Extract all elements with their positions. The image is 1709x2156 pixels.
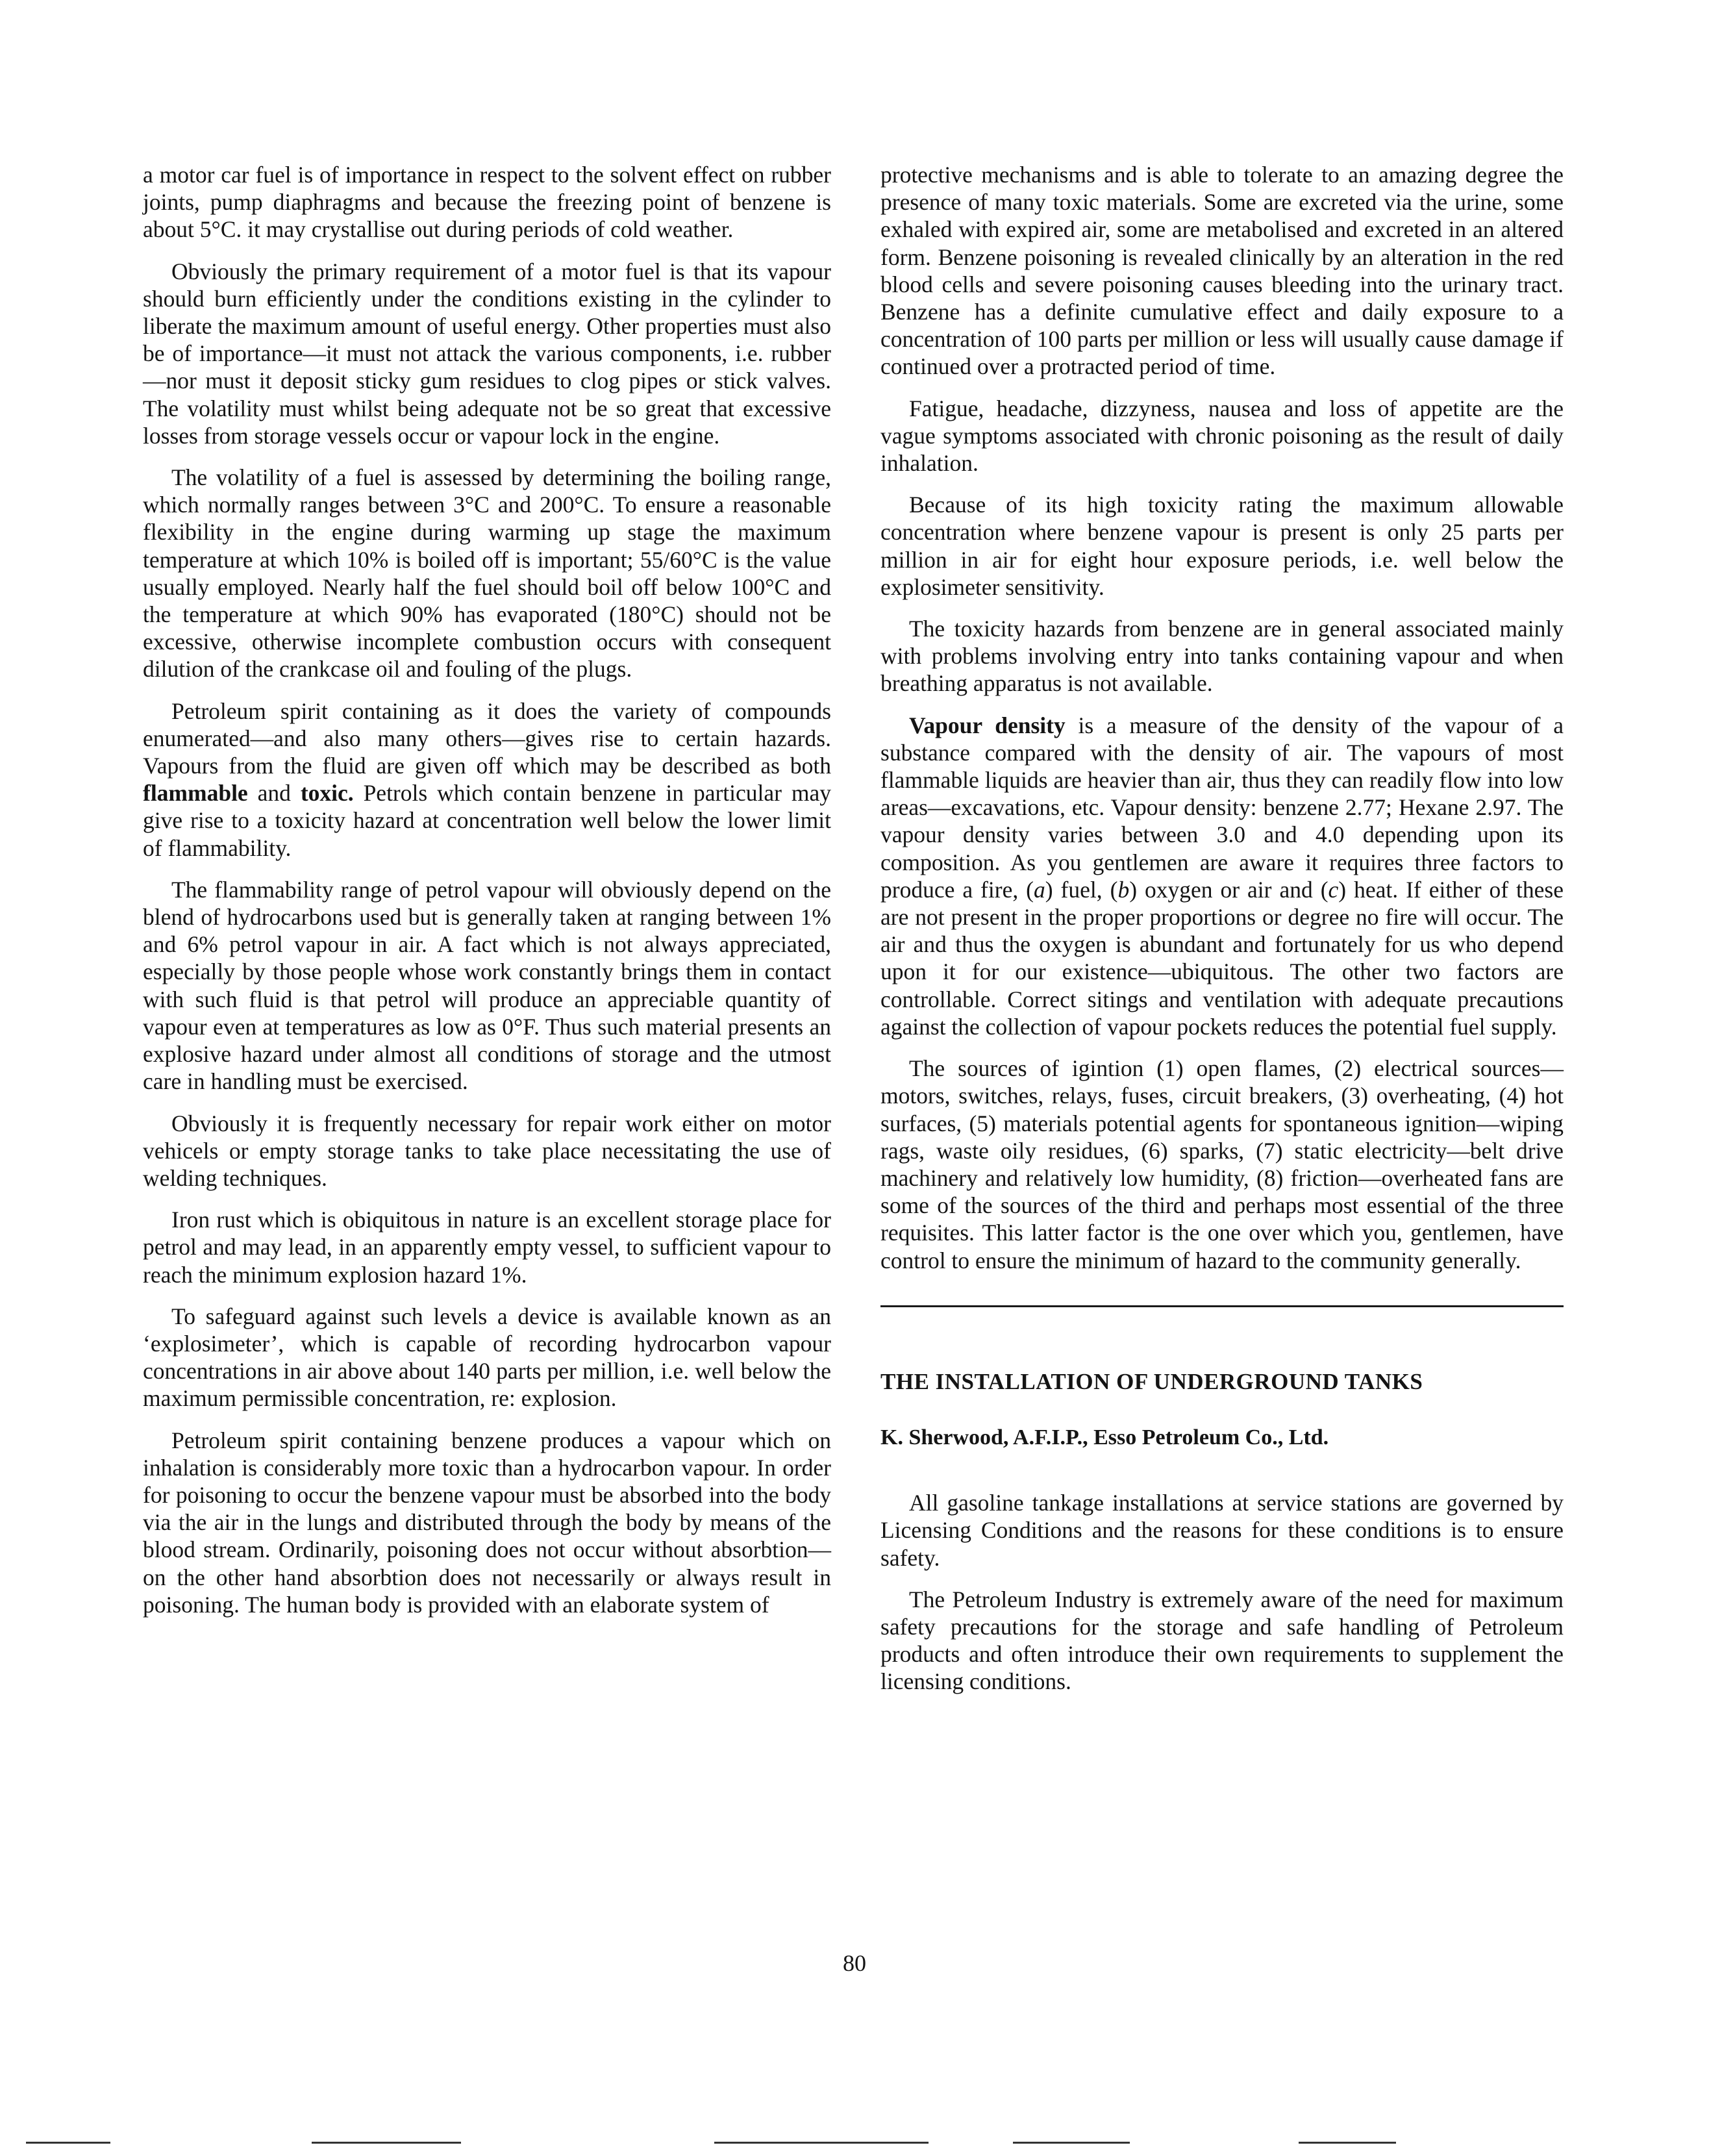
paragraph: Obviously the primary requirement of a motor fuel is that its vapour should burn efficiently under the conditions existing in the cylinder to liberate the maximum amount of useful energy. Other properties must also be of importance—it must not attack the various components, i.e. rubber—nor must it deposit sticky gum residues to clog pipes or stick valves. The volatility must whilst being adequate not be so great that excessive losses from storage vessels occur or vapour lock in the engine.	[143, 258, 831, 449]
paragraph: a motor car fuel is of importance in respect to the solvent effect on rubber joints, pump diaphragms and because the freezing point of benzene is about 5°C. it may crystallise out during periods of cold weather.	[143, 162, 831, 243]
page-number: 80	[843, 1950, 866, 1976]
paragraph: Fatigue, headache, dizzyness, nausea and loss of appetite are the vague symptoms associated with chronic poisoning as the result of daily inhalation.	[880, 395, 1564, 477]
paragraph: Because of its high toxicity rating the maximum allowable concentration where benzene vapour is present is only 25 parts per million in air for eight hour exposure periods, i.e. well below the explosimeter sensitivity.	[880, 492, 1564, 600]
paragraph	[143, 697, 831, 862]
paragraph	[880, 712, 1564, 1040]
author-byline: K. Sherwood, A.F.I.P., Esso Petroleum Co., Ltd.	[880, 1425, 1329, 1449]
paragraph: Iron rust which is obiquitous in nature is an excellent storage place for petrol and may lead, in an apparently empty vessel, to sufficient vapour to reach the minimum explosion hazard 1%.	[143, 1207, 831, 1288]
bold-term-flammable: flammable	[143, 780, 248, 807]
paragraph: The toxicity hazards from benzene are in general associated mainly with problems involving entry into tanks containing vapour and when breathing apparatus is not available.	[880, 616, 1564, 697]
text-run: ) fuel, (	[1045, 876, 1118, 903]
paragraph: Obviously it is frequently necessary for repair work either on motor vehicels or empty storage tanks to take place necessitating the use of welding techniques.	[143, 1110, 831, 1191]
text-run: Petrols which contain benzene in particular may give rise to a toxicity hazard at concentration well below the lower limit of flammability.	[143, 780, 831, 861]
paragraph: The Petroleum Industry is extremely aware of the need for maximum safety precautions for the storage and safe handling of Petroleum products and often introduce their own requirements to supplement the licensing conditions.	[880, 1586, 1564, 1695]
text-run: Petroleum spirit containing as it does the variety of compounds enumerated—and also many others—gives rise to certain hazards. Vapours from the fluid are given off which may be described as both	[143, 697, 831, 779]
section-divider	[880, 1305, 1564, 1307]
text-run: ) heat. If either of these are not present in the proper proportions or degree no fire will occur. The air and thus the oxygen is abundant and fortunately for us who depend upon it for our existence—ubiquitous. The other two factors are controllable. Correct sitings and ventilation with adequate precautions against the collection of vapour pockets reduces the potential fuel supply.	[880, 876, 1564, 1040]
text-run: and	[247, 780, 301, 807]
scan-edge-marks	[0, 2142, 1709, 2146]
paragraph: To safeguard against such levels a device is available known as an ‘explosimeter’, which is capable of recording hydrocarbon vapour concentrations in air above about 140 parts per million, i.e. well below the maximum permissible concentration, re: explosion.	[143, 1303, 831, 1412]
paragraph: The volatility of a fuel is assessed by determining the boiling range, which normally ranges between 3°C and 200°C. To ensure a reasonable flexibility in the engine during warming up stage the maximum temperature at which 10% is boiled off is important; 55/60°C is the value usually employed. Nearly half the fuel should boil off below 100°C and the temperature at which 90% has evaporated (180°C) should not be excessive, otherwise incomplete combustion occurs with consequent dilution of the crankcase oil and fouling of the plugs.	[143, 464, 831, 683]
left-column	[143, 161, 831, 1633]
italic-letter: c	[1328, 876, 1339, 903]
bold-term-vapour-density: Vapour density	[909, 712, 1066, 738]
paragraph: All gasoline tankage installations at service stations are governed by Licensing Conditions and the reasons for these conditions is to ensure safety.	[880, 1490, 1564, 1571]
paragraph: The sources of igintion (1) open flames, (2) electrical sources—motors, switches, relays, fuses, circuit breakers, (3) overheating, (4) hot surfaces, (5) materials potential agents for spontaneous ignition—wiping rags, waste oily residues, (6) sparks, (7) static electricity—belt drive machinery and relatively low humidity, (8) friction—overheated fans are some of the sources of the third and perhaps most essential of the three requisites. This latter factor is the one over which you, gentlemen, have control to ensure the minimum of hazard to the community generally.	[880, 1055, 1564, 1273]
italic-letter: a	[1034, 876, 1045, 903]
italic-letter: b	[1117, 876, 1130, 903]
bold-term-toxic: toxic.	[300, 780, 354, 807]
paragraph: protective mechanisms and is able to tolerate to an amazing degree the presence of many toxic materials. Some are excreted via the urine, some exhaled with expired air, some are metabolised and excreted in an altered form. Benzene poisoning is revealed clinically by an alteration in the red blood cells and severe poisoning causes bleeding into the urinary tract. Benzene has a definite cumulative effect and daily exposure to a concentration of 100 parts per million or less will usually cause damage if continued over a protracted period of time.	[880, 162, 1564, 380]
section-title: THE INSTALLATION OF UNDERGROUND TANKS	[880, 1368, 1423, 1394]
paragraph: The flammability range of petrol vapour will obviously depend on the blend of hydrocarbons used but is generally taken at ranging between 1% and 6% petrol vapour in air. A fact which is not always appreciated, especially by those people whose work constantly brings them in contact with such fluid is that petrol will produce an appreciable quantity of vapour even at temperatures as low as 0°F. Thus such material presents an explosive hazard under almost all conditions of storage and the utmost care in handling must be exercised.	[143, 876, 831, 1095]
paragraph: Petroleum spirit containing benzene produces a vapour which on inhalation is considerably more toxic than a hydrocarbon vapour. In order for poisoning to occur the benzene vapour must be absorbed into the body via the air in the lungs and distributed through the body by means of the blood stream. Ordinarily, poisoning does not occur without absorbtion—on the other hand absorbtion does not necessarily or always result in poisoning. The human body is provided with an elaborate system of	[143, 1427, 831, 1618]
text-run: ) oxygen or air and (	[1129, 876, 1329, 903]
text-run: is a measure of the density of the vapour of a substance compared with the density of air. The vapours of most flammable liquids are heavier than air, thus they can readily flow into low areas—excavations, etc. Vapour density: benzene 2.77; Hexane 2.97. The vapour density varies between 3.0 and 4.0 depending upon its composition. As you gentlemen are aware it requires three factors to produce a fire, (	[880, 712, 1564, 903]
right-column	[880, 161, 1564, 1710]
